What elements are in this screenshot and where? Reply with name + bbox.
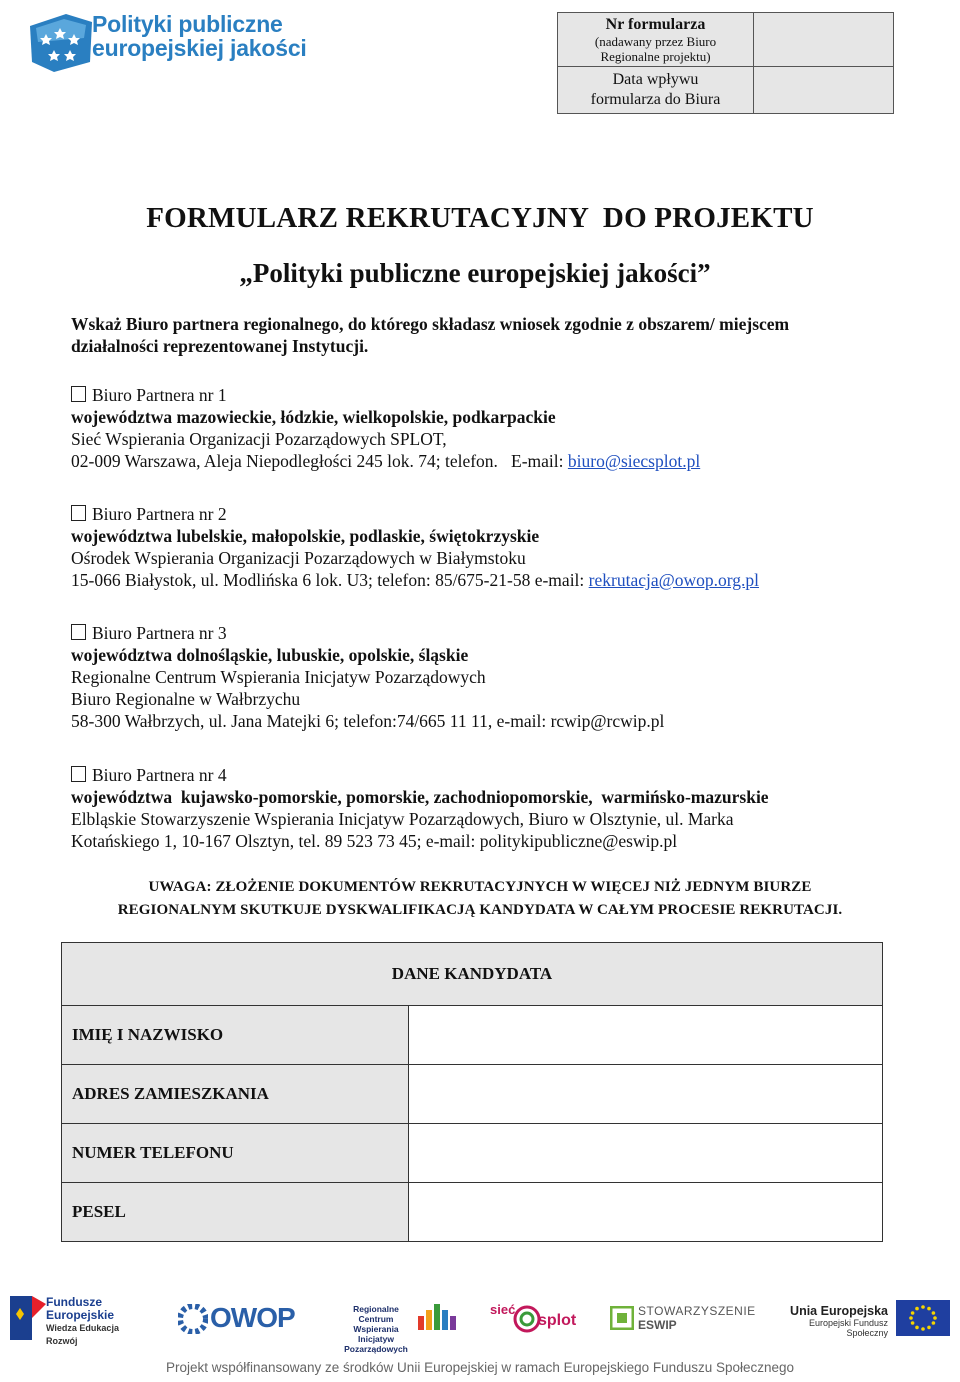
cofinancing-footnote: Projekt współfinansowany ze środków Unii Europejskiej w ramach Europejskiego Funduszu Społecznego: [165, 1360, 795, 1375]
splot-text-a: sieć: [490, 1302, 516, 1317]
pesel-field[interactable]: [409, 1183, 883, 1242]
office-4-line1: Elbląskie Stowarzyszenie Wspierania Inicjatyw Pozarządowych, Biuro w Olsztynie, ul. Marka: [71, 809, 734, 829]
eswip-line-1: STOWARZYSZENIE: [638, 1304, 756, 1318]
office-use-box: [557, 12, 894, 114]
office-option-4: [71, 764, 911, 852]
office-2-name: Biuro Partnera nr 2: [92, 504, 227, 524]
project-logo-text: [92, 12, 307, 60]
fe-line-1: Fundusze: [46, 1295, 102, 1309]
office-2-email-link[interactable]: rekrutacja@owop.org.pl: [588, 570, 759, 590]
form-number-label-cell: [558, 13, 754, 67]
form-number-note-1: (nadawany przez Biuro: [594, 33, 717, 49]
office-3-region: województwa dolnośląskie, lubuskie, opolskie, śląskie: [71, 645, 469, 665]
office-option-2: [71, 503, 911, 591]
warning-line-2: REGIONALNYM SKUTKUJE DYSKWALIFIKACJĄ KANDYDATA W CAŁYM PROCESIE REKRUTACJI.: [117, 902, 843, 918]
footer-logos: [0, 1290, 960, 1354]
office-2-line2: 15-066 Białystok, ul. Modlińska 6 lok. U3; telefon: 85/675-21-58 e-mail:: [71, 570, 589, 590]
phone-label: NUMER TELEFONU: [62, 1124, 409, 1183]
eu-line-1: Unia Europejska: [790, 1304, 888, 1318]
pesel-label: PESEL: [62, 1183, 409, 1242]
warning-line-1: UWAGA: ZŁOŻENIE DOKUMENTÓW REKRUTACYJNYCH W WIĘCEJ NIŻ JEDNYM BIURZE: [148, 879, 812, 895]
fe-line-2: Europejskie: [46, 1308, 115, 1322]
office-4-checkbox[interactable]: [71, 766, 86, 782]
form-number-field[interactable]: [754, 13, 893, 67]
office-2-region: województwa lubelskie, małopolskie, podlaskie, świętokrzyskie: [71, 526, 540, 546]
address-label: ADRES ZAMIESZKANIA: [62, 1065, 409, 1124]
warning-note: [60, 876, 900, 922]
office-1-line1: Sieć Wspierania Organizacji Pozarządowych SPLOT,: [71, 429, 447, 449]
receipt-date-label-1: Data wpływu: [612, 71, 699, 88]
full-name-label: IMIĘ I NAZWISKO: [62, 1006, 409, 1065]
office-option-1: [71, 384, 911, 472]
office-4-name: Biuro Partnera nr 4: [92, 765, 227, 785]
office-1-checkbox[interactable]: [71, 386, 86, 402]
project-logo-line2: europejskiej jakości: [92, 35, 307, 61]
rcwip-line-1: Regionalne Centrum: [353, 1304, 399, 1324]
receipt-date-label-2: formularza do Biura: [590, 91, 721, 108]
rcwip-logo: [336, 1302, 466, 1354]
candidate-table-header: DANE KANDYDATA: [62, 943, 883, 1006]
office-4-line2: Kotańskiego 1, 10-167 Olsztyn, tel. 89 523 73 45; e-mail: politykipubliczne@eswip.pl: [71, 831, 678, 851]
rcwip-line-2: Wspierania Inicjatyw: [353, 1324, 399, 1344]
eswip-logo: [610, 1304, 756, 1338]
office-option-3: [71, 622, 911, 732]
eu-flag-icon: [896, 1300, 950, 1336]
siec-splot-logo: [490, 1298, 580, 1338]
office-2-checkbox[interactable]: [71, 505, 86, 521]
owop-text: OWOP: [210, 1302, 295, 1333]
eswip-icon: [610, 1306, 634, 1330]
office-3-line2: 58-300 Wałbrzych, ul. Jana Matejki 6; telefon:74/665 11 11, e-mail: rcwip@rcwip.pl: [71, 711, 665, 731]
splot-text-b: splot: [538, 1312, 577, 1329]
intro-line-1: Wskaż Biuro partnera regionalnego, do którego składasz wniosek zgodnie z obszarem/ miejscem: [71, 314, 790, 334]
receipt-date-field[interactable]: [754, 67, 893, 113]
office-1-region: województwa mazowieckie, łódzkie, wielkopolskie, podkarpackie: [71, 407, 556, 427]
full-name-field[interactable]: [409, 1006, 883, 1065]
office-3-line1: Regionalne Centrum Wspierania Inicjatyw Pozarządowych: [71, 667, 486, 687]
rcwip-line-3: Pozarządowych: [344, 1344, 408, 1354]
form-number-label: Nr formularza: [605, 15, 706, 33]
receipt-date-label-cell: [558, 67, 754, 113]
office-1-line2: 02-009 Warszawa, Aleja Niepodległości 245 lok. 74; telefon. E-mail:: [71, 451, 568, 471]
office-3-checkbox[interactable]: [71, 624, 86, 640]
eswip-line-2: ESWIP: [638, 1318, 677, 1332]
fe-line-3: Wiedza Edukacja Rozwój: [46, 1323, 119, 1346]
project-logo-icon: [26, 8, 96, 74]
owop-icon: [178, 1304, 208, 1334]
fundusze-europejskie-logo: [10, 1294, 145, 1344]
address-field[interactable]: [409, 1065, 883, 1124]
fundusze-europejskie-icon: [10, 1294, 46, 1342]
office-1-name: Biuro Partnera nr 1: [92, 385, 227, 405]
project-logo-line1: Polityki publiczne: [92, 11, 283, 37]
rcwip-icon: [418, 1302, 462, 1332]
project-name: „Polityki publiczne europejskiej jakości”: [239, 258, 711, 288]
owop-logo: [178, 1302, 303, 1336]
candidate-data-table: [61, 942, 883, 1242]
form-title: FORMULARZ REKRUTACYJNY DO PROJEKTU: [146, 202, 814, 234]
intro-text: [71, 313, 891, 357]
office-3-name: Biuro Partnera nr 3: [92, 623, 227, 643]
intro-line-2: działalności reprezentowanej Instytucji.: [71, 336, 369, 356]
eu-logo: [766, 1300, 952, 1340]
form-number-note-2: Regionalne projektu): [600, 48, 711, 64]
eu-line-2: Europejski Fundusz Społeczny: [808, 1318, 888, 1338]
office-4-region: województwa kujawsko-pomorskie, pomorskie, zachodniopomorskie, warmińsko-mazurskie: [71, 787, 769, 807]
office-3-line1b: Biuro Regionalne w Wałbrzychu: [71, 689, 301, 709]
phone-field[interactable]: [409, 1124, 883, 1183]
office-2-line1: Ośrodek Wspierania Organizacji Pozarządowych w Białymstoku: [71, 548, 526, 568]
office-1-email-link[interactable]: biuro@siecsplot.pl: [567, 451, 701, 471]
